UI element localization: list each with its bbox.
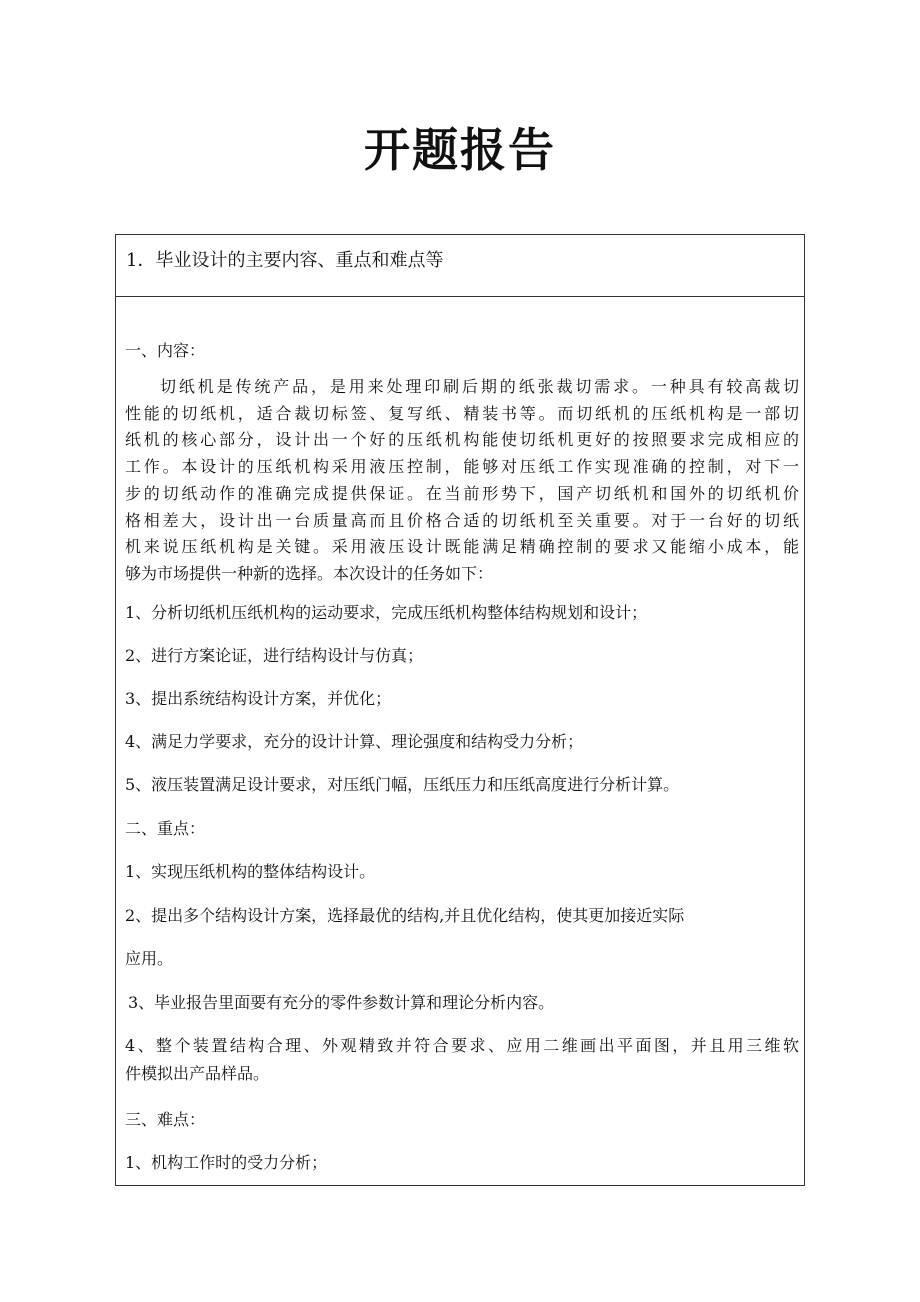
key-point-line: 4、整个装置结构合理、外观精致并符合要求、应用二维画出平面图，并且用三维软 [125,1036,799,1055]
intro-line: 格相差大，设计出一台质量高而且价格合适的切纸机至关重要。对于一台好的切纸 [125,510,799,530]
intro-paragraph [125,374,799,588]
intro-line: 够为市场提供一种新的选择。本次设计的任务如下： [125,563,494,583]
key-point-item-continued: 应用。 [125,949,174,968]
key-point-item: 1、实现压纸机构的整体结构设计。 [125,862,376,881]
intro-line: 机来说压纸机构是关键。采用液压设计既能满足精确控制的要求又能缩小成本，能 [125,537,799,557]
task-item: 1、分析切纸机压纸机构的运动要求，完成压纸机构整体结构规划和设计； [125,603,648,622]
task-item: 4、满足力学要求，充分的设计计算、理论强度和结构受力分析； [125,732,584,751]
report-table [115,234,805,1186]
intro-line: 步的切纸动作的准确完成提供保证。在当前形势下，国产切纸机和国外的切纸机价 [125,483,799,503]
section-heading: 1．毕业设计的主要内容、重点和难点等 [126,250,444,271]
key-point-line: 件模拟出产品样品。 [125,1064,270,1083]
task-item: 2、进行方案论证，进行结构设计与仿真； [125,646,424,665]
key-points-heading: 二、重点： [125,819,206,838]
task-item: 3、提出系统结构设计方案，并优化； [125,689,392,708]
difficulties-heading: 三、难点： [125,1110,206,1129]
intro-line: 切纸机是传统产品，是用来处理印刷后期的纸张裁切需求。一种具有较高裁切 [160,377,799,396]
section-header-row [116,235,804,297]
intro-line: 性能的切纸机，适合裁切标签、复写纸、精装书等。而切纸机的压纸机构是一部切 [125,403,799,423]
content-heading: 一、内容： [125,341,206,360]
key-point-item [125,1032,799,1088]
key-point-item: 3、毕业报告里面要有充分的零件参数计算和理论分析内容。 [128,993,555,1012]
intro-line: 工作。本设计的压纸机构采用液压控制，能够对压纸工作实现准确的控制，对下一 [125,457,799,477]
task-item: 5、液压装置满足设计要求，对压纸门幅，压纸压力和压纸高度进行分析计算。 [125,775,680,794]
key-point-item: 2、提出多个结构设计方案，选择最优的结构,并且优化结构，使其更加接近实际 [125,906,685,925]
difficulty-item: 1、机构工作时的受力分析； [125,1153,328,1172]
document-title: 开题报告 [364,123,556,177]
intro-line: 纸机的核心部分，设计出一个好的压纸机构能使切纸机更好的按照要求完成相应的 [125,430,799,450]
